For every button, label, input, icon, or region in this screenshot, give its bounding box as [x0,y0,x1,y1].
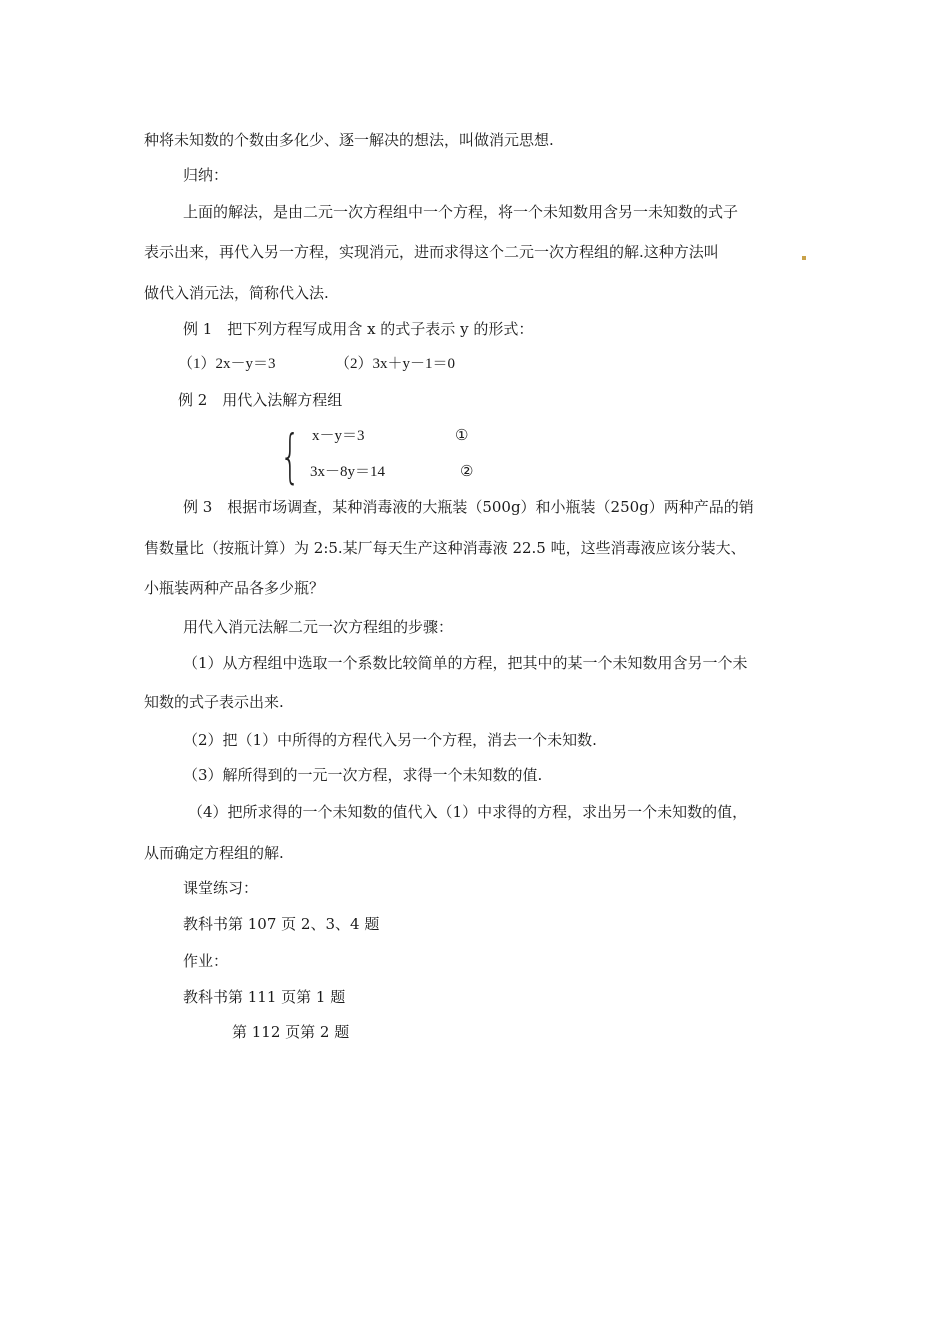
steps-heading: 用代入消元法解二元一次方程组的步骤： [183,618,454,636]
system-equation-1: x－y＝3 [312,428,365,444]
equation-number: ① [455,428,469,444]
system-brace: { [280,422,301,490]
heading-summary: 归纳： [183,166,229,184]
heading-practice: 课堂练习： [183,879,259,897]
step-item: （2）把（1）中所得的方程代入另一个方程，消去一个未知数. [183,731,597,749]
equation-item: （1）2x－y＝3 [178,356,276,372]
example-2: 例 2 用代入法解方程组 [178,391,343,409]
heading-homework: 作业： [183,952,229,970]
practice-item: 教科书第 107 页 2、3、4 题 [183,915,380,933]
text-line: 做代入消元法，简称代入法. [144,284,329,302]
homework-item: 教科书第 111 页第 1 题 [183,988,346,1006]
equation-number: ② [460,464,474,480]
equation-item: （2）3x＋y－1＝0 [335,356,456,372]
example-1: 例 1 把下列方程写成用含 x 的式子表示 y 的形式： [183,320,534,338]
text-line: 种将未知数的个数由多化少、逐一解决的想法，叫做消元思想. [144,131,554,149]
text-line: 上面的解法，是由二元一次方程组中一个方程，将一个未知数用含另一未知数的式子 [183,203,739,221]
step-item: （1）从方程组中选取一个系数比较简单的方程，把其中的某一个未知数用含另一个未 [183,654,748,672]
system-equation-2: 3x－8y＝14 [310,464,386,480]
text-line: 售数量比（按瓶计算）为 2:5.某厂每天生产这种消毒液 22.5 吨，这些消毒液应该分装大、 [144,539,746,557]
homework-item: 第 112 页第 2 题 [232,1023,350,1041]
example-3: 例 3 根据市场调查，某种消毒液的大瓶装（500g）和小瓶装（250g）两种产品的销 [183,498,754,516]
step-item: （3）解所得到的一元一次方程，求得一个未知数的值. [183,766,543,784]
marker [802,256,806,260]
text-line: 表示出来，再代入另一方程，实现消元，进而求得这个二元一次方程组的解.这种方法叫 [144,243,719,261]
step-item: （4）把所求得的一个未知数的值代入（1）中求得的方程，求出另一个未知数的值， [188,803,748,821]
text-line: 小瓶装两种产品各多少瓶？ [144,579,325,597]
text-line: 知数的式子表示出来. [144,693,284,711]
text-line: 从而确定方程组的解. [144,844,284,862]
